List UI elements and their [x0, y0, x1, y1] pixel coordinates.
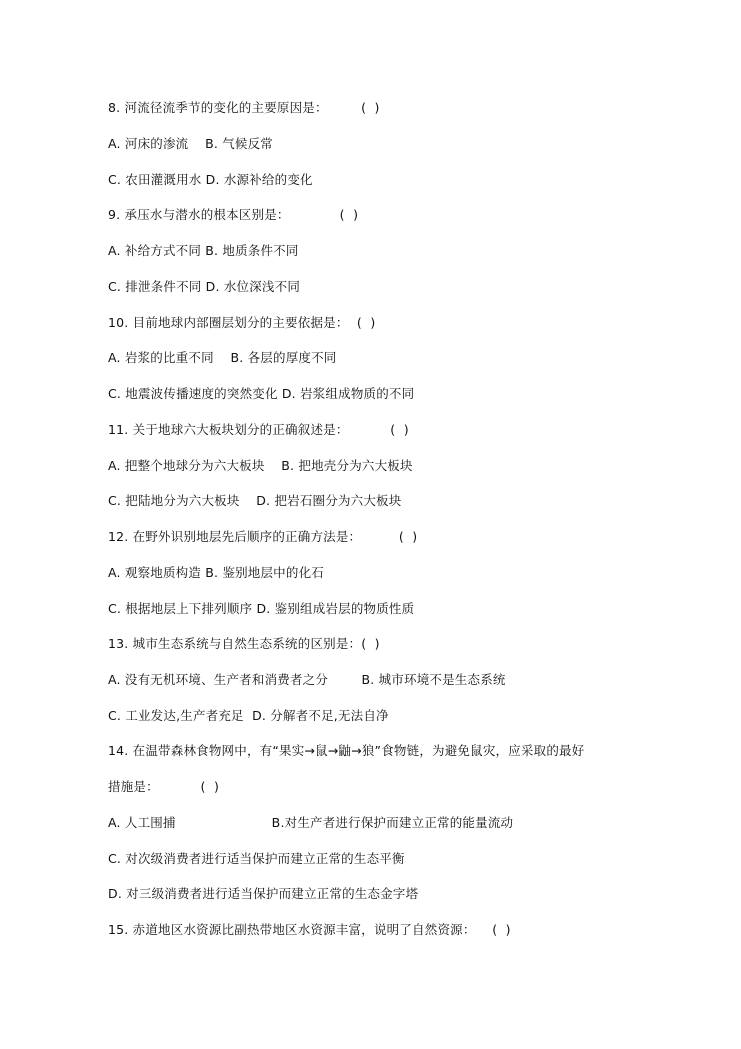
- question-14: 14. 在温带森林食物网中，有“果实→鼠→鼬→狼”食物链，为避免鼠灾，应采取的最好: [108, 743, 585, 758]
- question-12: 12. 在野外识别地层先后顺序的正确方法是： ( ): [108, 529, 418, 544]
- question-14-options-ab: A. 人工围捕 B.对生产者进行保护而建立正常的能量流动: [108, 815, 514, 830]
- question-11-options-ab: A. 把整个地球分为六大板块 B. 把地壳分为六大板块: [108, 458, 413, 473]
- question-10: 10. 目前地球内部圈层划分的主要依据是： ( ): [108, 315, 376, 330]
- question-9-options-cd: C. 排泄条件不同 D. 水位深浅不同: [108, 279, 301, 294]
- question-11: 11. 关于地球六大板块划分的正确叙述是： ( ): [108, 422, 409, 437]
- question-13-options-cd: C. 工业发达,生产者充足 D. 分解者不足,无法自净: [108, 708, 389, 723]
- question-10-options-ab: A. 岩浆的比重不同 B. 各层的厚度不同: [108, 350, 337, 365]
- question-8-options-cd: C. 农田灌溉用水 D. 水源补给的变化: [108, 172, 313, 187]
- question-8-options-ab: A. 河床的渗流 B. 气候反常: [108, 136, 273, 151]
- question-12-options-ab: A. 观察地质构造 B. 鉴别地层中的化石: [108, 565, 324, 580]
- question-12-options-cd: C. 根据地层上下排列顺序 D. 鉴别组成岩层的物质性质: [108, 601, 415, 616]
- question-13-options-ab: A. 没有无机环境、生产者和消费者之分 B. 城市环境不是生态系统: [108, 672, 506, 687]
- question-13: 13. 城市生态系统与自然生态系统的区别是：( ): [108, 636, 380, 651]
- question-10-options-cd: C. 地震波传播速度的突然变化 D. 岩浆组成物质的不同: [108, 386, 415, 401]
- question-9: 9. 承压水与潜水的根本区别是： ( ): [108, 207, 359, 222]
- question-14-continued: 措施是： ( ): [108, 779, 220, 794]
- question-14-option-d: D. 对三级消费者进行适当保护而建立正常的生态金字塔: [108, 886, 419, 901]
- question-8: 8. 河流径流季节的变化的主要原因是： ( ): [108, 100, 380, 115]
- question-14-option-c: C. 对次级消费者进行适当保护而建立正常的生态平衡: [108, 851, 405, 866]
- question-11-options-cd: C. 把陆地分为六大板块 D. 把岩石圈分为六大板块: [108, 493, 402, 508]
- question-15: 15. 赤道地区水资源比副热带地区水资源丰富，说明了自然资源： ( ): [108, 922, 511, 937]
- question-9-options-ab: A. 补给方式不同 B. 地质条件不同: [108, 243, 299, 258]
